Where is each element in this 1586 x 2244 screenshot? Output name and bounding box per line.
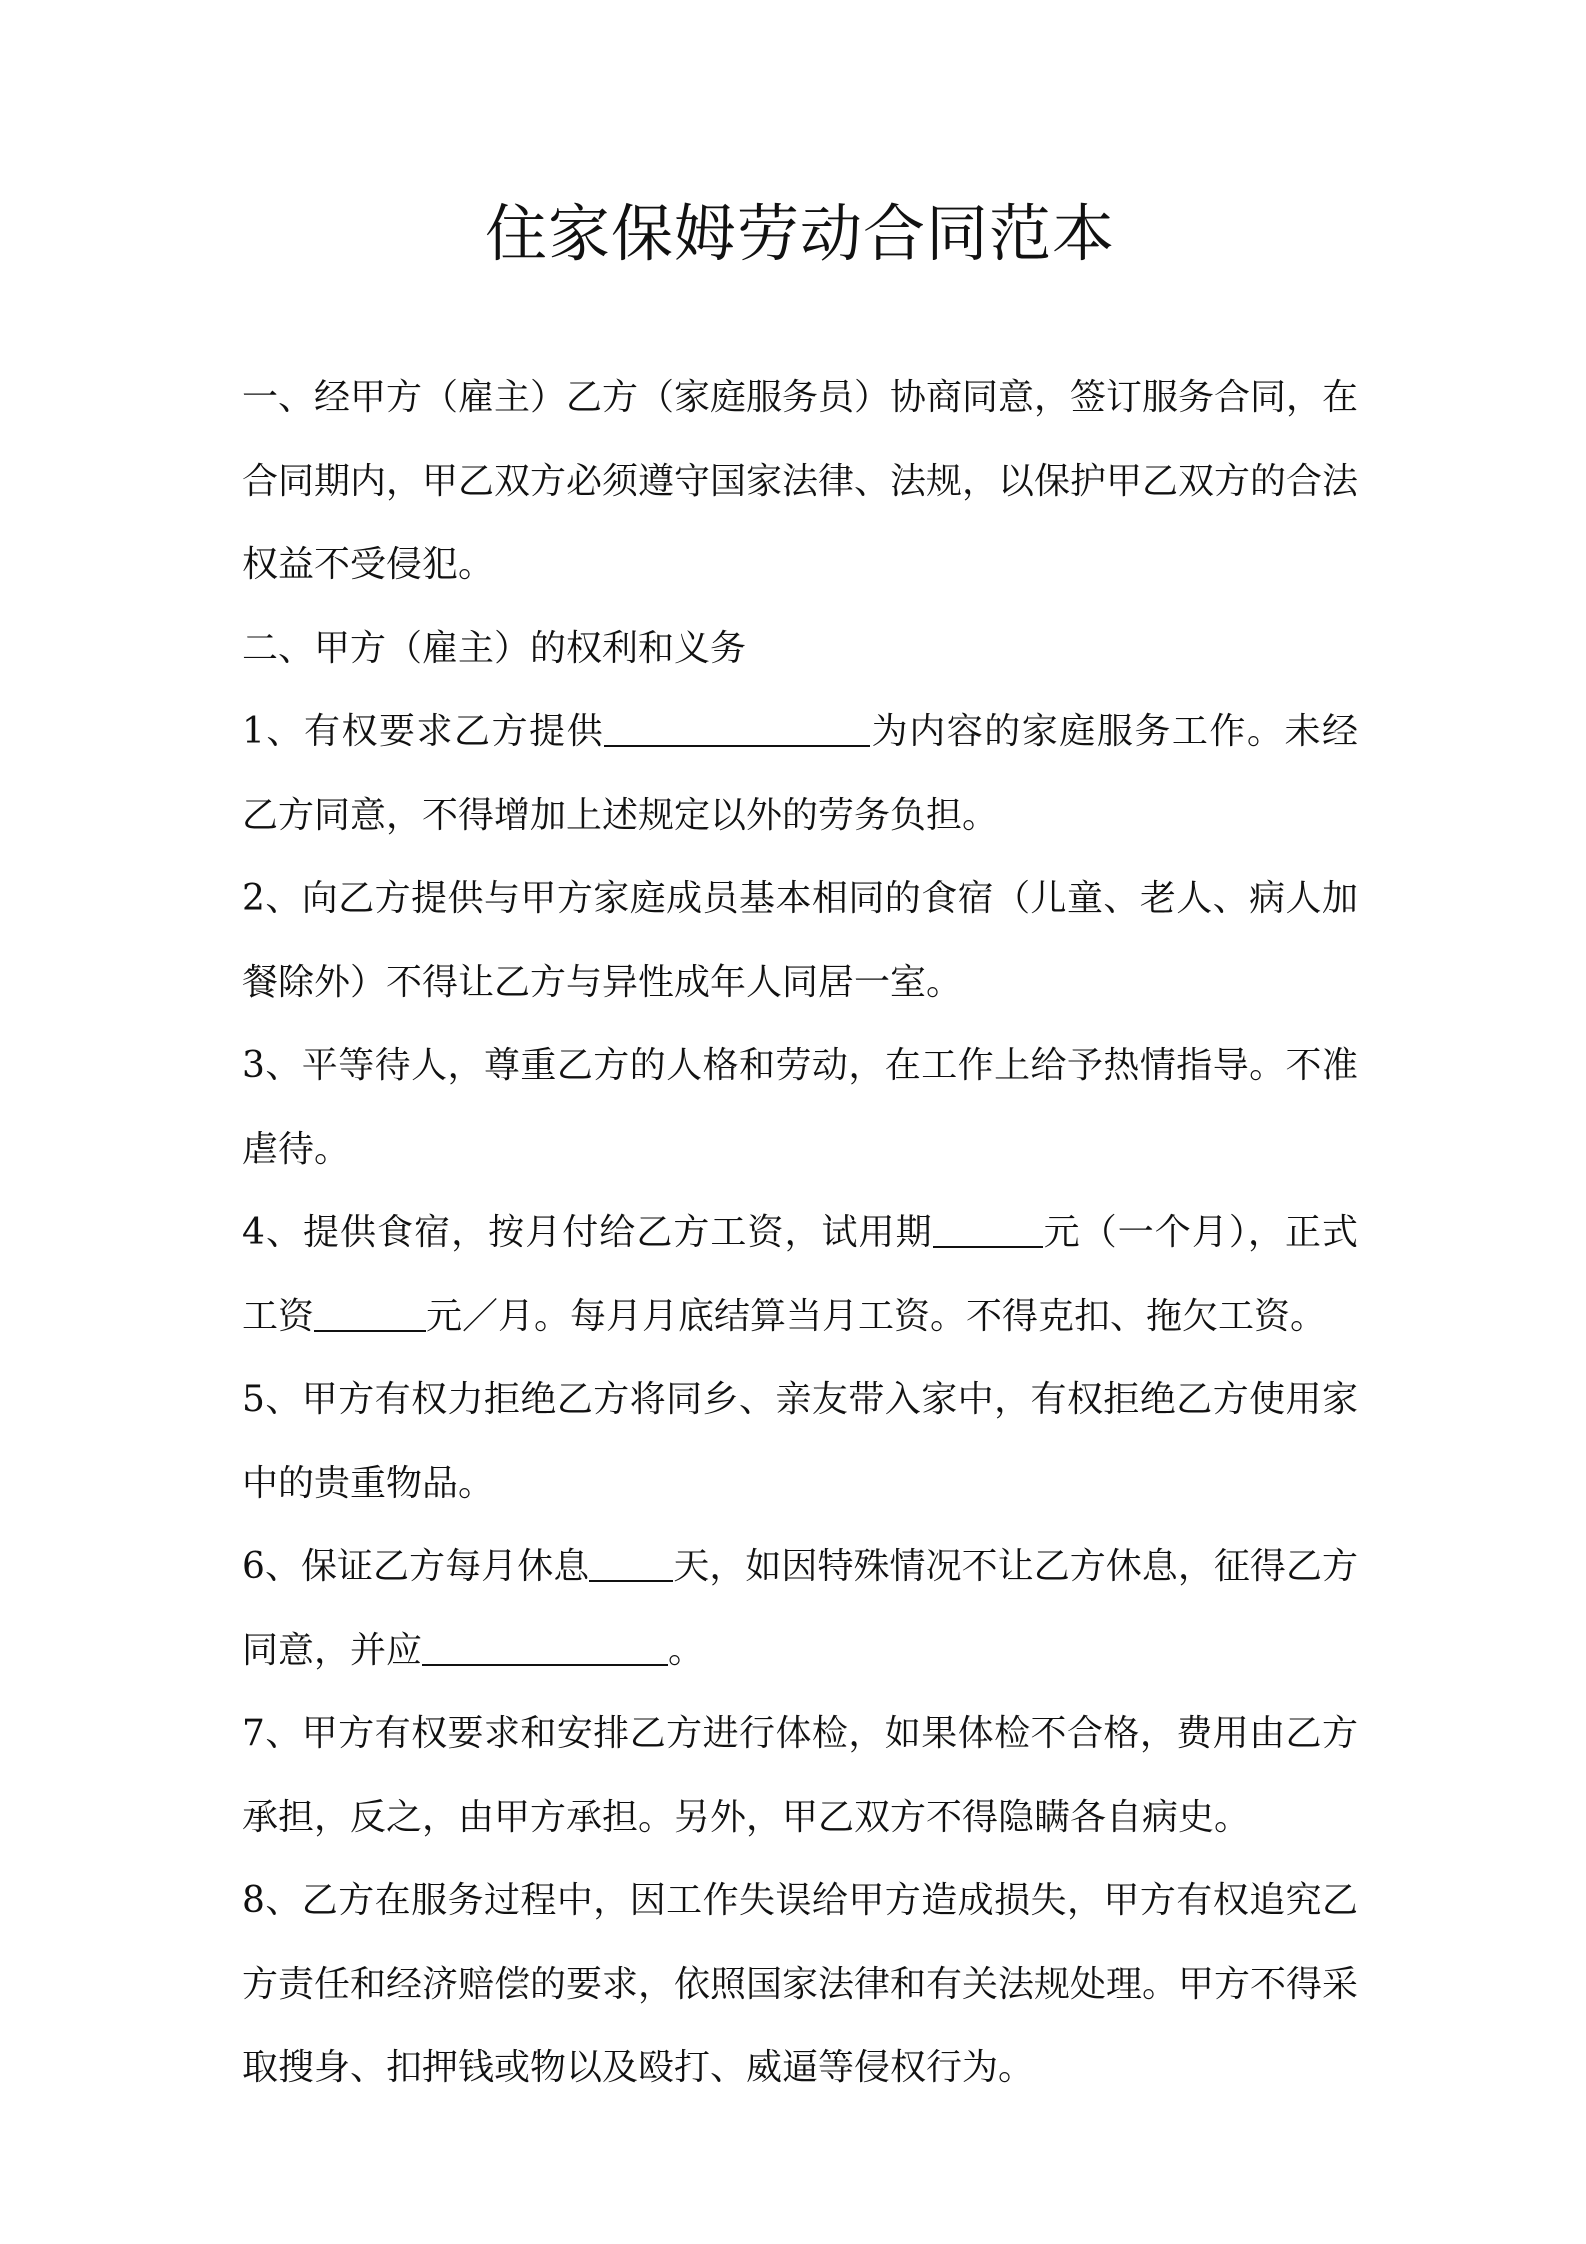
service-content-blank: [604, 711, 870, 747]
clause-1-text-start: 1、有权要求乙方提供: [242, 711, 605, 752]
formal-wage-blank: [314, 1296, 426, 1332]
clause-6: [242, 1525, 1358, 1692]
clause-8: 8、乙方在服务过程中，因工作失误给甲方造成损失，甲方有权追究乙方责任和经济赔偿的要求，依照国家法律和有关法规处理。甲方不得采取搜身、扣押钱或物以及殴打、威逼等侵权行为。: [242, 1880, 1359, 2088]
clause-4: [242, 1191, 1358, 1358]
clause-6-text-part3: 。: [668, 1629, 705, 1671]
compensation-blank: [422, 1630, 668, 1666]
clause-6-text-part1: 6、保证乙方每月休息: [242, 1546, 590, 1587]
rest-days-blank: [589, 1546, 673, 1582]
clause-4-text-part2: 元（一个月），正式工资: [242, 1212, 1358, 1337]
document-title: 住家保姆劳动合同范本: [484, 197, 1115, 270]
clause-1: [242, 690, 1358, 857]
clause-5: 5、甲方有权力拒绝乙方将同乡、亲友带入家中，有权拒绝乙方使用家中的贵重物品。: [242, 1379, 1358, 1504]
clause-3: 3、平等待人，尊重乙方的人格和劳动，在工作上给予热情指导。不准虐待。: [242, 1045, 1358, 1170]
clause-4-text-part3: 元／月。每月月底结算当月工资。不得克扣、拖欠工资。: [426, 1295, 1327, 1337]
trial-wage-blank: [933, 1212, 1043, 1248]
clause-4-text-part1: 4、提供食宿，按月付给乙方工资，试用期: [242, 1212, 933, 1253]
section-heading-employer-rights: 二、甲方（雇主）的权利和义务: [242, 627, 747, 669]
clause-2: 2、向乙方提供与甲方家庭成员基本相同的食宿（儿童、老人、病人加餐除外）不得让乙方与异性成年人同居一室。: [242, 878, 1358, 1003]
paragraph-intro: 一、经甲方（雇主）乙方（家庭服务员）协商同意，签订服务合同，在合同期内，甲乙双方必须遵守国家法律、法规，以保护甲乙双方的合法权益不受侵犯。: [242, 377, 1359, 585]
clause-1-text-end: 为内容的家庭服务工作。未经乙方同意，不得增加上述规定以外的劳务负担。: [242, 711, 1358, 836]
clause-6-text-part2: 天，如因特殊情况不让乙方休息，征得乙方同意，并应: [242, 1546, 1358, 1671]
clause-7: 7、甲方有权要求和安排乙方进行体检，如果体检不合格，费用由乙方承担，反之，由甲方承担。另外，甲乙双方不得隐瞒各自病史。: [242, 1713, 1358, 1838]
